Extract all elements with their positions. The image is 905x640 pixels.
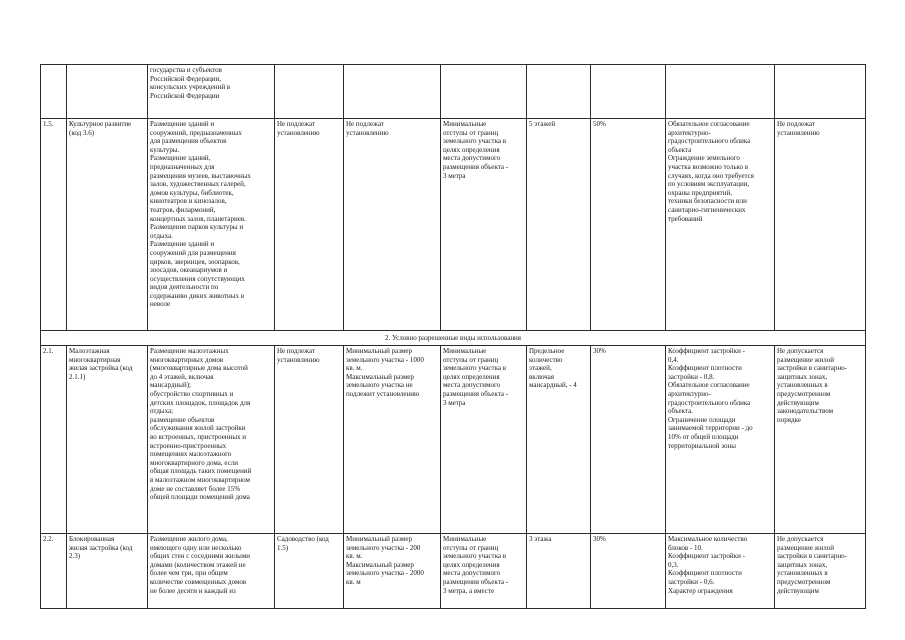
row-number-cell [41,65,67,119]
setback-cell: Минимальные отступы от границ земельного участка в целях определения места допустимого размещения объекта - 3 метра, а вместе [441,534,527,609]
table-row [41,534,866,609]
other-params-cell: Коэффициент застройки - 0,4. Коэффициент плотности застройки - 0,8. Обязательное согласование архитектурно- градостроительного облика объекта. Ограничение площади занимаемой территории - до 10% от общей площади территориальной зоны [666,346,775,534]
row-number-cell: 2.2. [41,534,67,609]
floors-cell: Предельное количество этажей, включая мансардный, - 4 [527,346,591,534]
plot-size-cell: Минимальный размер земельного участка - 1000 кв. м. Максимальный размер земельного участка не подлежит установлению [344,346,441,534]
section-title: 2. Условно разрешенные виды использования [41,331,866,346]
use-description-cell: Размещение зданий и сооружений, предназначенных для размещения объектов культуры. Размещение зданий, предназначенных для размещения музеев, выставочных залов, художественных галерей, домов культуры, библиотек, кинотеатров и кинозалов, театров, филармоний, концертных залов, планетариев. Размещение парков культуры и отдыха. Размещение зданий и сооружений для размещения цирков, зверинцев, зоопарков, зоосадов, океанариумов и осуществления сопутствующих видов деятельности по содержанию диких животных в неволе [148,119,275,331]
section-header-row [41,331,866,346]
aux-use-cell: Не подлежат установлению [275,346,344,534]
plot-size-cell: Минимальный размер земельного участка - 200 кв. м. Максимальный размер земельного участка - 2000 кв. м [344,534,441,609]
table-row [41,65,866,119]
setback-cell: Минимальные отступы от границ земельного участка в целях определения места допустимого размещения объекта - 3 метра [441,119,527,331]
use-name-cell [67,65,148,119]
aux-use-cell: Садоводство (код 1.5) [275,534,344,609]
restrictions-cell: Не подлежат установлению [775,119,866,331]
coverage-cell: 30% [591,346,666,534]
other-params-cell: Обязательное согласование архитектурно- градостроительного облика объекта Ограждение земельного участка возможно только в случаях, когда оно требуется по условиям эксплуатации, охраны предприятий, техники безопасности или санитарно-гигиенических требований [666,119,775,331]
table-row [41,119,866,331]
setback-cell: Минимальные отступы от границ земельного участка в целях определения места допустимого размещения объекта - 3 метра [441,346,527,534]
coverage-cell [591,65,666,119]
row-number-cell: 1.5. [41,119,67,331]
setback-cell [441,65,527,119]
use-name-cell: Культурное развитие (код 3.6) [67,119,148,331]
restrictions-cell: Не допускается размещение жилой застройки в санитарно- защитных зонах, установленных в предусмотренном действующим [775,534,866,609]
use-description-cell: Размещение малоэтажных многоквартирных домов (многоквартирные дома высотой до 4 этажей, включая мансардный); обустройство спортивных и детских площадок, площадок для отдыха; размещение объектов обслуживания жилой застройки во встроенных, пристроенных и встроенно-пристроенных помещениях малоэтажного многоквартирного дома, если общая площадь таких помещений в малоэтажном многоквартирном доме не составляет более 15% общей площади помещений дома [148,346,275,534]
floors-cell [527,65,591,119]
restrictions-cell [775,65,866,119]
other-params-cell [666,65,775,119]
plot-size-cell: Не подлежат установлению [344,119,441,331]
row-number-cell: 2.1. [41,346,67,534]
use-name-cell: Малоэтажная многоквартирная жилая застройка (код 2.1.1) [67,346,148,534]
use-description-cell: государства и субъектов Российской Федерации, консульских учреждений в Российской Федерации [148,65,275,119]
coverage-cell: 50% [591,119,666,331]
use-name-cell: Блокированная жилая застройка (код 2.3) [67,534,148,609]
aux-use-cell: Не подлежат установлению [275,119,344,331]
floors-cell: 5 этажей [527,119,591,331]
other-params-cell: Максимальное количество блоков - 10. Коэффициент застройки - 0,3. Коэффициент плотности застройки - 0,6. Характер ограждения [666,534,775,609]
use-description-cell: Размещение жилого дома, имеющего одну или несколько общих стен с соседними жилыми домами (количеством этажей не более чем три, при общем количестве совмещенных домов не более десяти и каждый из [148,534,275,609]
floors-cell: 3 этажа [527,534,591,609]
restrictions-cell: Не допускается размещение жилой застройки в санитарно- защитных зонах, установленных в предусмотренном действующим законодательством порядке [775,346,866,534]
aux-use-cell [275,65,344,119]
plot-size-cell [344,65,441,119]
table-row [41,346,866,534]
coverage-cell: 30% [591,534,666,609]
regulations-table [40,64,866,609]
